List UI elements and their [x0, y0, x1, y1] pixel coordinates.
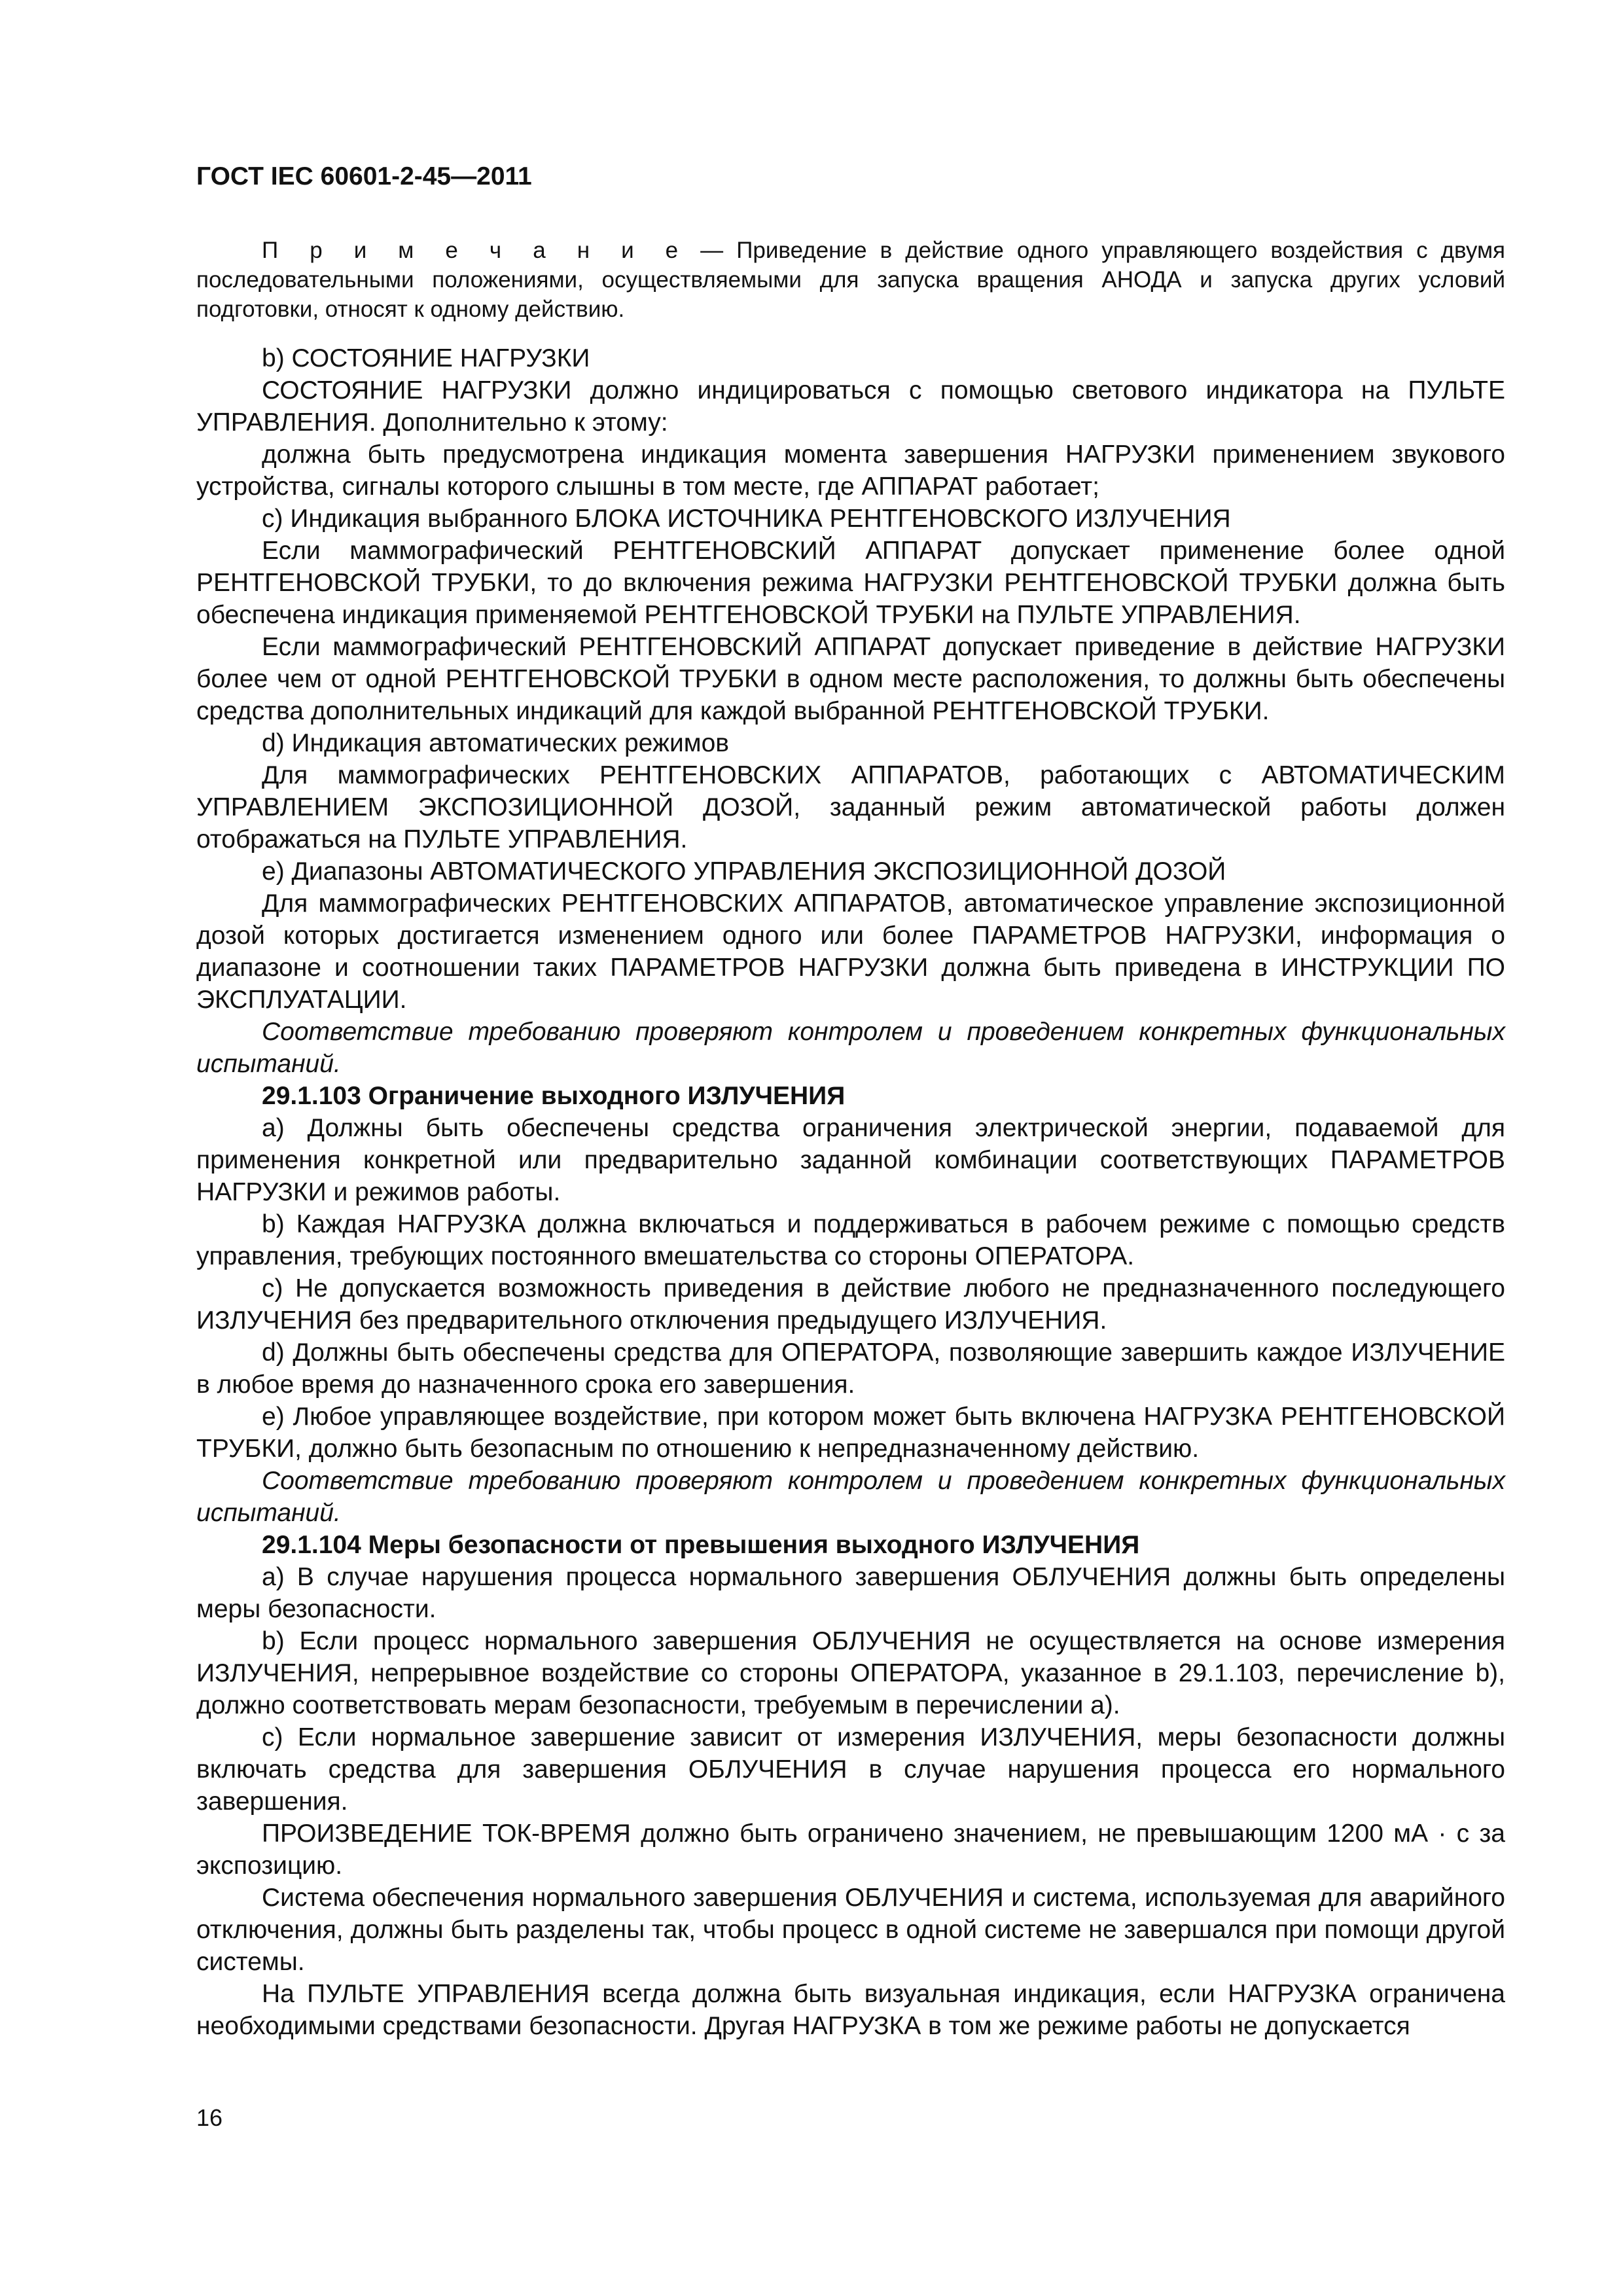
- paragraph: с) Если нормальное завершение зависит от измерения ИЗЛУЧЕНИЯ, меры безопасности должны включать средства для завершения ОБЛУЧЕНИЯ в случае нарушения процесса его нормального завершения.: [196, 1723, 1505, 1816]
- note-paragraph: [196, 236, 1505, 324]
- paragraph: b) Если процесс нормального завершения ОБЛУЧЕНИЯ не осуществляется на основе измерения ИЗЛУЧЕНИЯ, непрерывное воздействие со стороны ОПЕРАТОРА, указанное в 29.1.103, перечисление b), должно соответствовать мерам безопасности, требуемым в перечислении а).: [196, 1627, 1505, 1719]
- paragraph: ПРОИЗВЕДЕНИЕ ТОК-ВРЕМЯ должно быть ограничено значением, не превышающим 1200 мА · с за экспозицию.: [196, 1820, 1505, 1880]
- note-text: — Приведение в действие одного управляющего воздействия с двумя последовательными положениями, осуществляемыми для запуска вращения АНОДА и запуска других условий подготовки, относят к одному действию.: [196, 238, 1505, 322]
- section-heading-29-1-103: 29.1.103 Ограничение выходного ИЗЛУЧЕНИЯ: [262, 1082, 846, 1110]
- paragraph: Система обеспечения нормального завершения ОБЛУЧЕНИЯ и система, используемая для аварийного отключения, должны быть разделены так, чтобы процесс в одной системе не завершался при помощи другой системы.: [196, 1884, 1505, 1976]
- paragraph: е) Любое управляющее воздействие, при котором может быть включена НАГРУЗКА РЕНТГЕНОВСКОЙ ТРУБКИ, должно быть безопасным по отношению к непредназначенному действию.: [196, 1403, 1505, 1463]
- compliance-note: Соответствие требованию проверяют контролем и проведением конкретных функциональных испытаний.: [196, 1467, 1505, 1527]
- paragraph: а) Должны быть обеспечены средства ограничения электрической энергии, подаваемой для применения конкретной или предварительно заданной комбинации соответствующих ПАРАМЕТРОВ НАГРУЗКИ и режимов работы.: [196, 1114, 1505, 1206]
- paragraph: должна быть предусмотрена индикация момента завершения НАГРУЗКИ применением звукового устройства, сигналы которого слышны в том месте, где АППАРАТ работает;: [196, 440, 1505, 501]
- paragraph-c-source-indication: с) Индикация выбранного БЛОКА ИСТОЧНИКА РЕНТГЕНОВСКОГО ИЗЛУЧЕНИЯ: [262, 505, 1231, 533]
- paragraph: На ПУЛЬТЕ УПРАВЛЕНИЯ всегда должна быть визуальная индикация, если НАГРУЗКА ограничена необходимыми средствами безопасности. Другая НАГРУЗКА в том же режиме работы не допускается: [196, 1980, 1505, 2040]
- paragraph: b) Каждая НАГРУЗКА должна включаться и поддерживаться в рабочем режиме с помощью средств управления, требующих постоянного вмешательства со стороны ОПЕРАТОРА.: [196, 1210, 1505, 1270]
- document-body: [196, 342, 1505, 2042]
- paragraph-d-auto-modes: d) Индикация автоматических режимов: [262, 729, 729, 757]
- paragraph-b-load-state: b) СОСТОЯНИЕ НАГРУЗКИ: [262, 344, 590, 372]
- paragraph: Если маммографический РЕНТГЕНОВСКИЙ АППАРАТ допускает применение более одной РЕНТГЕНОВСКОЙ ТРУБКИ, то до включения режима НАГРУЗКИ РЕНТГЕНОВСКОЙ ТРУБКИ должна быть обеспечена индикация применяемой РЕНТГЕНОВСКОЙ ТРУБКИ на ПУЛЬТЕ УПРАВЛЕНИЯ.: [196, 537, 1505, 629]
- paragraph: Если маммографический РЕНТГЕНОВСКИЙ АППАРАТ допускает приведение в действие НАГРУЗКИ более чем от одной РЕНТГЕНОВСКОЙ ТРУБКИ в одном месте расположения, то должны быть обеспечены средства дополнительных индикаций для каждой выбранной РЕНТГЕНОВСКОЙ ТРУБКИ.: [196, 633, 1505, 725]
- compliance-note: Соответствие требованию проверяют контролем и проведением конкретных функциональных испытаний.: [196, 1018, 1505, 1078]
- paragraph: Для маммографических РЕНТГЕНОВСКИХ АППАРАТОВ, работающих с АВТОМАТИЧЕСКИМ УПРАВЛЕНИЕМ ЭКСПОЗИЦИОННОЙ ДОЗОЙ, заданный режим автоматической работы должен отображаться на ПУЛЬТЕ УПРАВЛЕНИЯ.: [196, 761, 1505, 853]
- note-label: П р и м е ч а н и е: [262, 238, 688, 263]
- document-page: [196, 157, 1505, 2121]
- paragraph: с) Не допускается возможность приведения в действие любого не предназначенного последующего ИЗЛУЧЕНИЯ без предварительного отключения предыдущего ИЗЛУЧЕНИЯ.: [196, 1274, 1505, 1335]
- paragraph-e-ranges: е) Диапазоны АВТОМАТИЧЕСКОГО УПРАВЛЕНИЯ ЭКСПОЗИЦИОННОЙ ДОЗОЙ: [262, 857, 1226, 886]
- paragraph: СОСТОЯНИЕ НАГРУЗКИ должно индицироваться с помощью светового индикатора на ПУЛЬТЕ УПРАВЛЕНИЯ. Дополнительно к этому:: [196, 376, 1505, 437]
- paragraph: d) Должны быть обеспечены средства для ОПЕРАТОРА, позволяющие завершить каждое ИЗЛУЧЕНИЕ в любое время до назначенного срока его завершения.: [196, 1338, 1505, 1399]
- page-number: 16: [196, 2104, 223, 2131]
- paragraph: Для маммографических РЕНТГЕНОВСКИХ АППАРАТОВ, автоматическое управление экспозиционной дозой которых достигается изменением одного или более ПАРАМЕТРОВ НАГРУЗКИ, информация о диапазоне и соотношении таких ПАРАМЕТРОВ НАГРУЗКИ должна быть приведена в ИНСТРУКЦИИ ПО ЭКСПЛУАТАЦИИ.: [196, 889, 1505, 1014]
- paragraph: а) В случае нарушения процесса нормального завершения ОБЛУЧЕНИЯ должны быть определены меры безопасности.: [196, 1563, 1505, 1623]
- document-code-header: ГОСТ IEC 60601-2-45—2011: [196, 162, 532, 190]
- section-heading-29-1-104: 29.1.104 Меры безопасности от превышения выходного ИЗЛУЧЕНИЯ: [262, 1531, 1140, 1559]
